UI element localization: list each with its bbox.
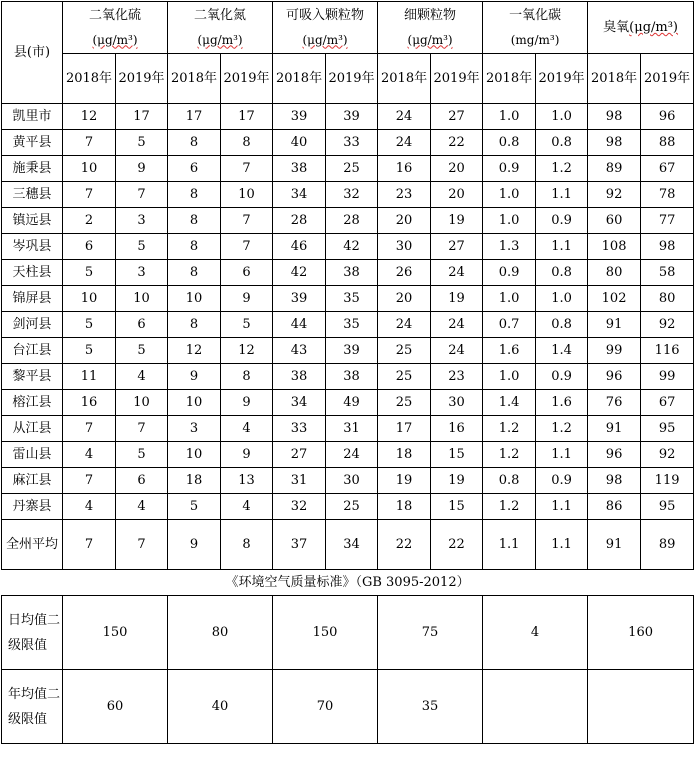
value-cell: 7 <box>63 130 116 156</box>
value-cell: 9 <box>221 442 273 468</box>
header-so2: 二氧化硫 (μg/m³) <box>63 2 168 54</box>
value-cell: 4 <box>63 494 116 520</box>
value-cell: 92 <box>588 182 641 208</box>
county-cell: 三穗县 <box>2 182 63 208</box>
value-cell: 4 <box>221 494 273 520</box>
value-cell: 10 <box>116 390 168 416</box>
value-cell: 35 <box>326 312 378 338</box>
value-cell: 4 <box>116 494 168 520</box>
value-cell: 17 <box>221 104 273 130</box>
value-cell: 9 <box>168 520 221 570</box>
value-cell: 58 <box>641 260 694 286</box>
value-cell: 96 <box>588 442 641 468</box>
average-row <box>2 520 694 570</box>
county-cell: 丹寨县 <box>2 494 63 520</box>
value-cell: 0.8 <box>483 130 536 156</box>
annual-limit-label: 年均值二级限值 <box>2 670 63 744</box>
value-cell: 98 <box>588 104 641 130</box>
limit-cell: 150 <box>63 596 168 670</box>
value-cell: 20 <box>431 156 483 182</box>
value-cell: 16 <box>63 390 116 416</box>
value-cell: 8 <box>168 312 221 338</box>
value-cell: 89 <box>641 520 694 570</box>
value-cell: 5 <box>116 442 168 468</box>
value-cell: 8 <box>168 130 221 156</box>
value-cell: 7 <box>63 182 116 208</box>
value-cell: 38 <box>273 364 326 390</box>
value-cell: 49 <box>326 390 378 416</box>
year-header: 2019年 <box>431 54 483 104</box>
value-cell: 5 <box>63 260 116 286</box>
value-cell: 1.1 <box>536 442 588 468</box>
value-cell: 77 <box>641 208 694 234</box>
header-co: 一氧化碳 (mg/m³) <box>483 2 588 54</box>
value-cell: 37 <box>273 520 326 570</box>
limit-cell: 40 <box>168 670 273 744</box>
value-cell: 31 <box>326 416 378 442</box>
value-cell: 5 <box>116 338 168 364</box>
year-header: 2019年 <box>641 54 694 104</box>
table-row <box>2 260 694 286</box>
value-cell: 0.9 <box>536 364 588 390</box>
value-cell: 10 <box>63 156 116 182</box>
value-cell: 20 <box>378 208 431 234</box>
header-o3: 臭氧(μg/m³) <box>588 2 694 54</box>
county-cell: 台江县 <box>2 338 63 364</box>
county-header: 县(市) <box>2 2 63 104</box>
value-cell: 8 <box>221 364 273 390</box>
value-cell: 19 <box>431 208 483 234</box>
value-cell: 39 <box>326 104 378 130</box>
value-cell: 8 <box>168 208 221 234</box>
limit-cell: 80 <box>168 596 273 670</box>
value-cell: 34 <box>273 182 326 208</box>
table-row <box>2 416 694 442</box>
value-cell: 25 <box>378 390 431 416</box>
value-cell: 4 <box>63 442 116 468</box>
year-header: 2018年 <box>63 54 116 104</box>
table-row <box>2 156 694 182</box>
value-cell: 30 <box>431 390 483 416</box>
value-cell: 43 <box>273 338 326 364</box>
value-cell: 7 <box>116 520 168 570</box>
value-cell: 102 <box>588 286 641 312</box>
table-row <box>2 208 694 234</box>
value-cell: 0.7 <box>483 312 536 338</box>
value-cell: 1.6 <box>536 390 588 416</box>
year-header: 2019年 <box>221 54 273 104</box>
value-cell: 108 <box>588 234 641 260</box>
value-cell: 88 <box>641 130 694 156</box>
year-header: 2018年 <box>273 54 326 104</box>
value-cell: 8 <box>168 234 221 260</box>
table-row <box>2 130 694 156</box>
value-cell: 24 <box>326 442 378 468</box>
daily-limit-label: 日均值二级限值 <box>2 596 63 670</box>
limit-cell <box>588 670 694 744</box>
value-cell: 9 <box>116 156 168 182</box>
value-cell: 17 <box>378 416 431 442</box>
value-cell: 1.2 <box>483 442 536 468</box>
value-cell: 10 <box>168 390 221 416</box>
value-cell: 91 <box>588 520 641 570</box>
value-cell: 34 <box>273 390 326 416</box>
value-cell: 19 <box>431 286 483 312</box>
value-cell: 32 <box>273 494 326 520</box>
limit-cell: 75 <box>378 596 483 670</box>
limit-cell: 4 <box>483 596 588 670</box>
value-cell: 1.4 <box>483 390 536 416</box>
value-cell: 26 <box>378 260 431 286</box>
value-cell: 10 <box>168 442 221 468</box>
value-cell: 1.6 <box>483 338 536 364</box>
air-quality-table <box>1 1 694 744</box>
value-cell: 67 <box>641 156 694 182</box>
value-cell: 98 <box>588 130 641 156</box>
value-cell: 99 <box>588 338 641 364</box>
value-cell: 1.0 <box>483 208 536 234</box>
value-cell: 13 <box>221 468 273 494</box>
year-header: 2018年 <box>378 54 431 104</box>
county-cell: 从江县 <box>2 416 63 442</box>
value-cell: 38 <box>326 364 378 390</box>
value-cell: 33 <box>273 416 326 442</box>
value-cell: 28 <box>326 208 378 234</box>
value-cell: 3 <box>168 416 221 442</box>
value-cell: 24 <box>431 260 483 286</box>
value-cell: 22 <box>431 130 483 156</box>
value-cell: 19 <box>378 468 431 494</box>
value-cell: 22 <box>431 520 483 570</box>
value-cell: 4 <box>221 416 273 442</box>
value-cell: 0.8 <box>536 312 588 338</box>
county-cell: 剑河县 <box>2 312 63 338</box>
value-cell: 96 <box>641 104 694 130</box>
value-cell: 34 <box>326 520 378 570</box>
table-row <box>2 390 694 416</box>
value-cell: 1.4 <box>536 338 588 364</box>
year-header: 2018年 <box>588 54 641 104</box>
value-cell: 1.2 <box>536 416 588 442</box>
value-cell: 8 <box>168 260 221 286</box>
county-cell: 施秉县 <box>2 156 63 182</box>
year-header: 2019年 <box>326 54 378 104</box>
value-cell: 0.9 <box>536 468 588 494</box>
value-cell: 95 <box>641 494 694 520</box>
value-cell: 20 <box>431 182 483 208</box>
year-header: 2019年 <box>116 54 168 104</box>
limit-cell: 60 <box>63 670 168 744</box>
value-cell: 7 <box>63 416 116 442</box>
value-cell: 0.9 <box>483 156 536 182</box>
value-cell: 1.0 <box>536 104 588 130</box>
value-cell: 5 <box>221 312 273 338</box>
value-cell: 67 <box>641 390 694 416</box>
value-cell: 10 <box>221 182 273 208</box>
value-cell: 2 <box>63 208 116 234</box>
value-cell: 16 <box>431 416 483 442</box>
value-cell: 7 <box>63 468 116 494</box>
county-cell: 榕江县 <box>2 390 63 416</box>
value-cell: 7 <box>63 520 116 570</box>
value-cell: 20 <box>378 286 431 312</box>
limit-cell: 150 <box>273 596 378 670</box>
value-cell: 15 <box>431 442 483 468</box>
value-cell: 12 <box>63 104 116 130</box>
county-cell: 黄平县 <box>2 130 63 156</box>
value-cell: 10 <box>63 286 116 312</box>
value-cell: 98 <box>641 234 694 260</box>
value-cell: 17 <box>116 104 168 130</box>
value-cell: 7 <box>116 182 168 208</box>
year-header: 2019年 <box>536 54 588 104</box>
value-cell: 35 <box>326 286 378 312</box>
year-header: 2018年 <box>168 54 221 104</box>
value-cell: 95 <box>641 416 694 442</box>
county-cell: 麻江县 <box>2 468 63 494</box>
value-cell: 1.0 <box>483 364 536 390</box>
value-cell: 9 <box>221 286 273 312</box>
value-cell: 86 <box>588 494 641 520</box>
value-cell: 8 <box>168 182 221 208</box>
table-row <box>2 312 694 338</box>
table-row <box>2 364 694 390</box>
value-cell: 42 <box>273 260 326 286</box>
header-pm10: 可吸入颗粒物 (μg/m³) <box>273 2 378 54</box>
value-cell: 60 <box>588 208 641 234</box>
value-cell: 96 <box>588 364 641 390</box>
value-cell: 39 <box>273 104 326 130</box>
value-cell: 0.8 <box>483 468 536 494</box>
value-cell: 1.2 <box>483 416 536 442</box>
value-cell: 99 <box>641 364 694 390</box>
value-cell: 9 <box>221 390 273 416</box>
value-cell: 5 <box>116 130 168 156</box>
table-row <box>2 338 694 364</box>
value-cell: 23 <box>431 364 483 390</box>
value-cell: 24 <box>378 130 431 156</box>
value-cell: 1.2 <box>483 494 536 520</box>
value-cell: 24 <box>378 312 431 338</box>
annual-limit-row <box>2 670 694 744</box>
county-cell: 雷山县 <box>2 442 63 468</box>
value-cell: 24 <box>431 312 483 338</box>
value-cell: 25 <box>378 364 431 390</box>
value-cell: 5 <box>168 494 221 520</box>
value-cell: 42 <box>326 234 378 260</box>
value-cell: 5 <box>63 312 116 338</box>
value-cell: 19 <box>431 468 483 494</box>
value-cell: 25 <box>378 338 431 364</box>
value-cell: 12 <box>168 338 221 364</box>
limit-cell: 35 <box>378 670 483 744</box>
value-cell: 10 <box>168 286 221 312</box>
value-cell: 1.0 <box>483 286 536 312</box>
value-cell: 25 <box>326 494 378 520</box>
value-cell: 0.8 <box>536 130 588 156</box>
value-cell: 1.3 <box>483 234 536 260</box>
year-header: 2018年 <box>483 54 536 104</box>
value-cell: 30 <box>326 468 378 494</box>
county-cell: 镇远县 <box>2 208 63 234</box>
table-row <box>2 182 694 208</box>
county-cell: 全州平均 <box>2 520 63 570</box>
value-cell: 38 <box>273 156 326 182</box>
header-no2: 二氧化氮 (μg/m³) <box>168 2 273 54</box>
value-cell: 40 <box>273 130 326 156</box>
value-cell: 18 <box>378 442 431 468</box>
value-cell: 5 <box>116 234 168 260</box>
standard-title-row <box>2 570 694 596</box>
value-cell: 1.0 <box>536 286 588 312</box>
county-cell: 岑巩县 <box>2 234 63 260</box>
header-row-years <box>2 54 694 104</box>
value-cell: 0.9 <box>536 208 588 234</box>
value-cell: 7 <box>221 208 273 234</box>
county-cell: 锦屏县 <box>2 286 63 312</box>
value-cell: 80 <box>588 260 641 286</box>
value-cell: 10 <box>116 286 168 312</box>
table-row <box>2 442 694 468</box>
value-cell: 27 <box>431 104 483 130</box>
value-cell: 6 <box>168 156 221 182</box>
table-body <box>2 104 694 744</box>
value-cell: 39 <box>326 338 378 364</box>
value-cell: 78 <box>641 182 694 208</box>
value-cell: 8 <box>221 130 273 156</box>
header-row-pollutants <box>2 2 694 54</box>
value-cell: 15 <box>431 494 483 520</box>
value-cell: 18 <box>168 468 221 494</box>
value-cell: 1.0 <box>483 104 536 130</box>
value-cell: 6 <box>221 260 273 286</box>
value-cell: 32 <box>326 182 378 208</box>
daily-limit-row <box>2 596 694 670</box>
value-cell: 76 <box>588 390 641 416</box>
value-cell: 91 <box>588 416 641 442</box>
value-cell: 1.1 <box>536 182 588 208</box>
value-cell: 22 <box>378 520 431 570</box>
value-cell: 12 <box>221 338 273 364</box>
value-cell: 1.0 <box>483 182 536 208</box>
county-cell: 凯里市 <box>2 104 63 130</box>
value-cell: 24 <box>378 104 431 130</box>
table-row <box>2 494 694 520</box>
value-cell: 92 <box>641 312 694 338</box>
table-row <box>2 104 694 130</box>
value-cell: 80 <box>641 286 694 312</box>
value-cell: 6 <box>116 468 168 494</box>
value-cell: 91 <box>588 312 641 338</box>
value-cell: 18 <box>378 494 431 520</box>
table-row <box>2 234 694 260</box>
value-cell: 17 <box>168 104 221 130</box>
value-cell: 28 <box>273 208 326 234</box>
value-cell: 11 <box>63 364 116 390</box>
value-cell: 23 <box>378 182 431 208</box>
value-cell: 1.1 <box>483 520 536 570</box>
value-cell: 1.1 <box>536 494 588 520</box>
limit-cell: 160 <box>588 596 694 670</box>
value-cell: 1.1 <box>536 234 588 260</box>
value-cell: 7 <box>116 416 168 442</box>
table-row <box>2 286 694 312</box>
value-cell: 30 <box>378 234 431 260</box>
value-cell: 25 <box>326 156 378 182</box>
value-cell: 3 <box>116 208 168 234</box>
county-cell: 天柱县 <box>2 260 63 286</box>
value-cell: 7 <box>221 156 273 182</box>
value-cell: 27 <box>431 234 483 260</box>
value-cell: 27 <box>273 442 326 468</box>
value-cell: 89 <box>588 156 641 182</box>
county-cell: 黎平县 <box>2 364 63 390</box>
value-cell: 3 <box>116 260 168 286</box>
value-cell: 8 <box>221 520 273 570</box>
value-cell: 98 <box>588 468 641 494</box>
value-cell: 119 <box>641 468 694 494</box>
value-cell: 0.8 <box>536 260 588 286</box>
header-pm25: 细颗粒物 (μg/m³) <box>378 2 483 54</box>
value-cell: 0.9 <box>483 260 536 286</box>
value-cell: 24 <box>431 338 483 364</box>
value-cell: 6 <box>116 312 168 338</box>
value-cell: 31 <box>273 468 326 494</box>
value-cell: 16 <box>378 156 431 182</box>
value-cell: 4 <box>116 364 168 390</box>
value-cell: 9 <box>168 364 221 390</box>
limit-cell <box>483 670 588 744</box>
value-cell: 33 <box>326 130 378 156</box>
value-cell: 1.1 <box>536 520 588 570</box>
value-cell: 5 <box>63 338 116 364</box>
limit-cell: 70 <box>273 670 378 744</box>
table-row <box>2 468 694 494</box>
standard-title: 《环境空气质量标准》（GB 3095-2012） <box>2 570 694 596</box>
value-cell: 46 <box>273 234 326 260</box>
value-cell: 6 <box>63 234 116 260</box>
value-cell: 44 <box>273 312 326 338</box>
value-cell: 1.2 <box>536 156 588 182</box>
value-cell: 116 <box>641 338 694 364</box>
value-cell: 7 <box>221 234 273 260</box>
value-cell: 38 <box>326 260 378 286</box>
value-cell: 92 <box>641 442 694 468</box>
value-cell: 39 <box>273 286 326 312</box>
